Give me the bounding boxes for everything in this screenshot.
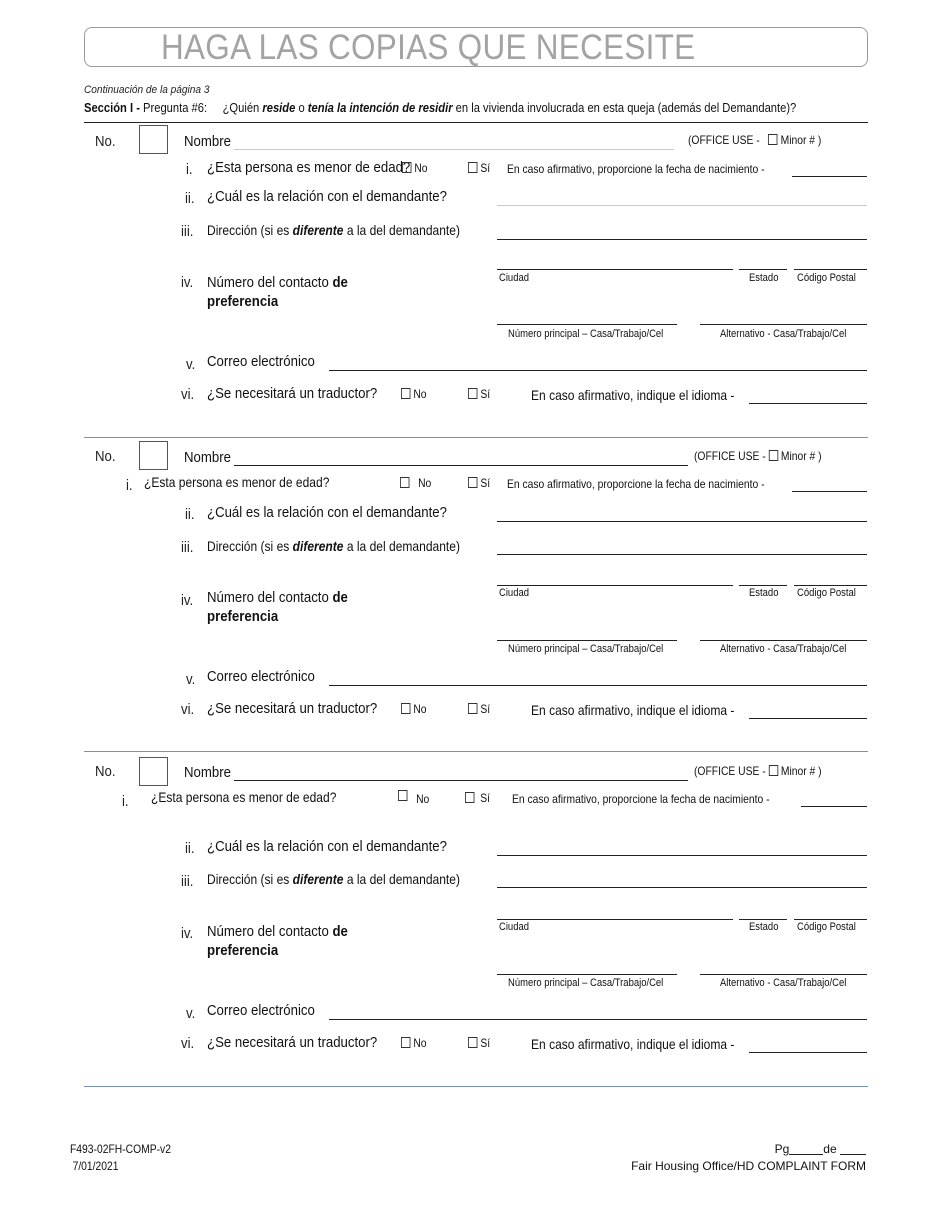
dob-text: En caso afirmativo, proporcione la fecha de nacimiento - — [507, 162, 765, 176]
checkbox-icon — [400, 477, 409, 488]
dob-text: En caso afirmativo, proporcione la fecha de nacimiento - — [507, 477, 765, 491]
checkbox-icon — [465, 792, 474, 803]
checkbox-icon — [401, 703, 410, 714]
city-label: Ciudad — [499, 587, 529, 599]
checkbox-icon — [468, 1037, 477, 1048]
q3-text: Dirección (si es diferente a la del demandante) — [207, 538, 460, 554]
q1-number: i. — [186, 161, 193, 178]
question-reside: reside — [262, 100, 296, 115]
footer-page-info — [631, 1141, 866, 1175]
checkbox-icon — [402, 162, 411, 173]
continuation-note: Continuación de la página 3 — [84, 84, 210, 96]
state-label: Estado — [749, 587, 779, 599]
entry-number-box[interactable] — [139, 757, 168, 786]
question-intent: tenía la intención de residir — [307, 100, 453, 115]
q6-no-option[interactable]: No — [401, 387, 427, 401]
q3-text: Dirección (si es diferente a la del demandante) — [207, 871, 460, 887]
header-divider — [84, 122, 868, 123]
dob-text: En caso afirmativo, proporcione la fecha de nacimiento - — [512, 792, 770, 806]
q3-number: iii. — [181, 873, 194, 890]
checkbox-icon — [468, 162, 477, 173]
q1-text: ¿Esta persona es menor de edad? — [151, 789, 337, 805]
office-title: Fair Housing Office/HD COMPLAINT FORM — [631, 1159, 866, 1173]
phone-alt-line[interactable] — [700, 324, 867, 325]
name-line[interactable] — [234, 149, 674, 150]
no-label: No. — [95, 763, 116, 780]
office-use: (OFFICE USE - Minor # ) — [694, 764, 822, 778]
q1-si-option[interactable]: Sí — [468, 161, 490, 175]
city-label: Ciudad — [499, 921, 529, 933]
form-code: F493-02FH-COMP-v2 — [70, 1142, 171, 1156]
entry-number-box[interactable] — [139, 441, 168, 470]
q4-number: iv. — [181, 274, 194, 291]
zip-label: Código Postal — [797, 921, 856, 933]
q4-text: Número del contacto de — [207, 274, 348, 291]
q6-no-option[interactable]: No — [401, 702, 427, 716]
state-label: Estado — [749, 272, 779, 284]
city-line[interactable] — [497, 919, 733, 920]
entry-divider-3 — [84, 1086, 868, 1087]
q5-number: v. — [186, 356, 196, 373]
no-label: No. — [95, 448, 116, 465]
question-text-1: ¿Quién — [222, 100, 260, 115]
q6-number: vi. — [181, 1035, 195, 1052]
q4-text: Número del contacto de — [207, 923, 348, 940]
relation-line[interactable] — [497, 855, 867, 856]
page-number-line[interactable] — [789, 1144, 823, 1155]
q4-text-2: preferencia — [207, 608, 279, 625]
page-total-line[interactable] — [840, 1144, 866, 1155]
name-line[interactable] — [234, 465, 688, 466]
person-entry-3 — [0, 757, 950, 1067]
zip-label: Código Postal — [797, 587, 856, 599]
footer-form-info — [70, 1141, 171, 1175]
question-text-2: o — [298, 100, 305, 115]
state-line[interactable] — [739, 269, 787, 270]
q1-number: i. — [122, 793, 129, 810]
zip-line[interactable] — [794, 585, 867, 586]
phone-alt-line[interactable] — [700, 640, 867, 641]
phone-alt-label: Alternativo - Casa/Trabajo/Cel — [720, 977, 847, 989]
name-label: Nombre — [184, 764, 231, 781]
q5-text: Correo electrónico — [207, 353, 315, 370]
question-number: Pregunta #6: — [143, 100, 208, 115]
checkbox-icon — [401, 388, 410, 399]
language-line[interactable] — [749, 1052, 867, 1053]
q6-number: vi. — [181, 386, 195, 403]
banner-title: HAGA LAS COPIAS QUE NECESITE — [161, 28, 696, 67]
state-line[interactable] — [739, 585, 787, 586]
q4-number: iv. — [181, 592, 194, 609]
entry-number-box[interactable] — [139, 125, 168, 154]
phone-main-line[interactable] — [497, 974, 677, 975]
section-question — [84, 100, 796, 115]
zip-line[interactable] — [794, 269, 867, 270]
phone-main-line[interactable] — [497, 640, 677, 641]
language-text: En caso afirmativo, indique el idioma - — [531, 387, 735, 403]
q1-si-option[interactable]: Sí — [468, 476, 490, 490]
q3-number: iii. — [181, 223, 194, 240]
q6-si-option[interactable]: Sí — [468, 1036, 490, 1050]
question-text-3: en la vivienda involucrada en esta queja (además del Demandante)? — [455, 100, 797, 115]
q2-text: ¿Cuál es la relación con el demandante? — [207, 838, 447, 855]
minor-checkbox[interactable] — [768, 134, 777, 145]
relation-line[interactable] — [497, 521, 867, 522]
relation-line[interactable] — [497, 205, 867, 206]
checkbox-icon — [468, 388, 477, 399]
minor-checkbox[interactable] — [769, 450, 778, 461]
phone-main-line[interactable] — [497, 324, 677, 325]
q1-text: ¿Esta persona es menor de edad? — [207, 159, 411, 176]
dob-line[interactable] — [792, 491, 867, 492]
phone-main-label: Número principal – Casa/Trabajo/Cel — [508, 977, 664, 989]
no-label: No. — [95, 133, 116, 150]
q1-number: i. — [126, 477, 133, 494]
q4-text-2: preferencia — [207, 942, 279, 959]
office-use: (OFFICE USE - Minor # ) — [694, 449, 822, 463]
city-line[interactable] — [497, 269, 733, 270]
copy-banner — [84, 27, 868, 67]
q6-number: vi. — [181, 701, 195, 718]
q2-number: ii. — [185, 190, 195, 207]
q2-number: ii. — [185, 506, 195, 523]
checkbox-icon — [468, 703, 477, 714]
address-line[interactable] — [497, 239, 867, 240]
language-line[interactable] — [749, 403, 867, 404]
entry-divider-2 — [84, 751, 868, 752]
q2-number: ii. — [185, 840, 195, 857]
q4-number: iv. — [181, 925, 194, 942]
q4-text-2: preferencia — [207, 293, 279, 310]
q3-number: iii. — [181, 539, 194, 556]
q6-text: ¿Se necesitará un traductor? — [207, 1034, 378, 1051]
dob-line[interactable] — [801, 806, 867, 807]
q5-text: Correo electrónico — [207, 668, 315, 685]
address-line[interactable] — [497, 554, 867, 555]
zip-line[interactable] — [794, 919, 867, 920]
q6-no-option[interactable]: No — [401, 1036, 427, 1050]
q5-number: v. — [186, 671, 196, 688]
phone-main-label: Número principal – Casa/Trabajo/Cel — [508, 643, 664, 655]
section-label: Sección I - — [84, 100, 140, 115]
checkbox-icon — [398, 790, 407, 801]
q4-text: Número del contacto de — [207, 589, 348, 606]
q6-text: ¿Se necesitará un traductor? — [207, 385, 378, 402]
language-line[interactable] — [749, 718, 867, 719]
state-line[interactable] — [739, 919, 787, 920]
phone-main-label: Número principal – Casa/Trabajo/Cel — [508, 328, 664, 340]
page-counter — [631, 1141, 866, 1158]
address-line[interactable] — [497, 887, 867, 888]
person-entry-2 — [0, 441, 950, 751]
language-text: En caso afirmativo, indique el idioma - — [531, 1036, 735, 1052]
email-line[interactable] — [329, 370, 867, 371]
phone-alt-label: Alternativo - Casa/Trabajo/Cel — [720, 643, 847, 655]
q1-no-option[interactable]: No — [398, 789, 429, 803]
q6-si-option[interactable]: Sí — [468, 387, 490, 401]
q2-text: ¿Cuál es la relación con el demandante? — [207, 188, 447, 205]
checkbox-icon — [468, 477, 477, 488]
q1-text: ¿Esta persona es menor de edad? — [144, 474, 330, 490]
q5-number: v. — [186, 1005, 196, 1022]
minor-checkbox[interactable] — [769, 765, 778, 776]
state-label: Estado — [749, 921, 779, 933]
email-line[interactable] — [329, 1019, 867, 1020]
q2-text: ¿Cuál es la relación con el demandante? — [207, 504, 447, 521]
q1-no-option[interactable]: No — [402, 161, 428, 175]
checkbox-icon — [401, 1037, 410, 1048]
language-text: En caso afirmativo, indique el idioma - — [531, 702, 735, 718]
name-label: Nombre — [184, 133, 231, 150]
dob-line[interactable] — [792, 176, 867, 177]
of-label: de — [823, 1142, 837, 1156]
form-date: 7/01/2021 — [72, 1159, 119, 1173]
office-use: (OFFICE USE - Minor # ) — [688, 133, 822, 147]
city-label: Ciudad — [499, 272, 529, 284]
name-line[interactable] — [234, 780, 688, 781]
phone-alt-line[interactable] — [700, 974, 867, 975]
zip-label: Código Postal — [797, 272, 856, 284]
name-label: Nombre — [184, 449, 231, 466]
q3-text: Dirección (si es diferente a la del demandante) — [207, 222, 460, 238]
q6-si-option[interactable]: Sí — [468, 702, 490, 716]
city-line[interactable] — [497, 585, 733, 586]
q6-text: ¿Se necesitará un traductor? — [207, 700, 378, 717]
email-line[interactable] — [329, 685, 867, 686]
q5-text: Correo electrónico — [207, 1002, 315, 1019]
q1-si-option[interactable]: Sí — [465, 791, 490, 805]
page-label: Pg — [774, 1142, 790, 1156]
q1-no-option[interactable]: No — [400, 476, 431, 490]
person-entry-1 — [0, 125, 950, 435]
phone-alt-label: Alternativo - Casa/Trabajo/Cel — [720, 328, 847, 340]
entry-divider-1 — [84, 437, 868, 438]
